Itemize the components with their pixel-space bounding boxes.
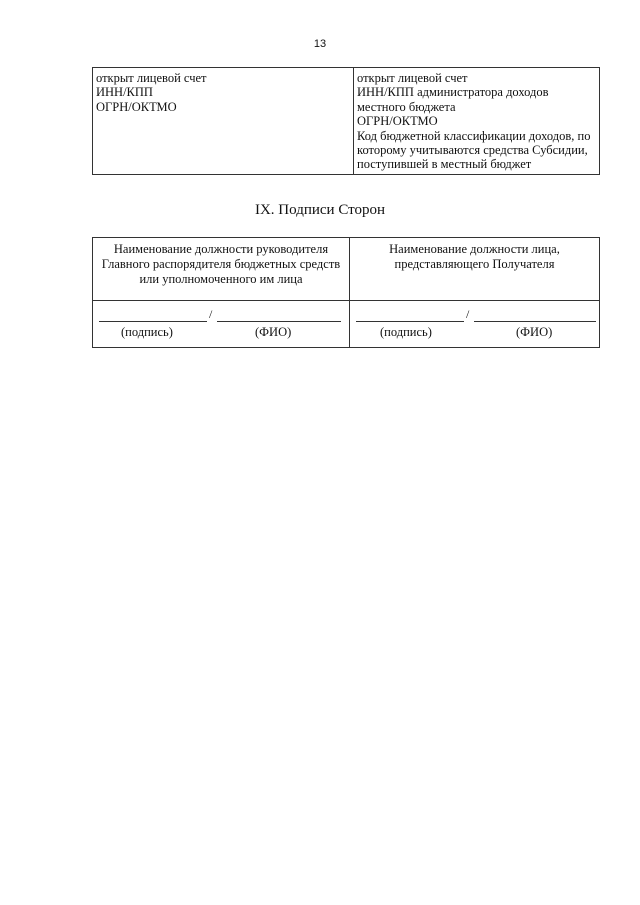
grantor-signature-cell [93, 301, 350, 348]
kbk-line: поступившей в местный бюджет [357, 157, 532, 172]
separator: / [466, 307, 470, 321]
recipient-signature-cell [350, 301, 600, 348]
table-row [93, 68, 600, 175]
header-line: представляющего Получателя [394, 257, 555, 271]
inn-kpp-line: ИНН/КПП администратора доходов [357, 85, 549, 100]
signature-line [356, 321, 464, 322]
ogrn-oktmo-line: ОГРН/ОКТМО [96, 99, 177, 114]
page-number: 13 [313, 38, 327, 50]
table-row [93, 301, 600, 348]
recipient-position-header [350, 238, 600, 301]
ogrn-oktmo-line: ОГРН/ОКТМО [357, 114, 438, 129]
signature-label: (подпись) [121, 325, 173, 339]
recipient-accounts-cell [354, 68, 600, 175]
name-label: (ФИО) [516, 325, 553, 339]
separator: / [209, 307, 213, 321]
account-line: открыт лицевой счет [96, 71, 207, 85]
signature-line [99, 321, 207, 322]
name-line [217, 321, 341, 322]
budget-line: местного бюджета [357, 99, 456, 114]
name-label: (ФИО) [255, 325, 292, 339]
header-line: или уполномоченного им лица [139, 272, 303, 286]
name-line [474, 321, 596, 322]
accounts-table [92, 67, 600, 175]
signature-label: (подпись) [380, 325, 432, 339]
signatures-table [92, 237, 600, 348]
table-row [93, 238, 600, 301]
grantor-position-header [93, 238, 350, 301]
grantor-accounts-cell [93, 68, 354, 175]
kbk-line: которому учитываются средства Субсидии, [357, 143, 588, 158]
account-line: открыт лицевой счет [357, 71, 468, 85]
inn-kpp-line: ИНН/КПП [96, 85, 153, 100]
kbk-line: Код бюджетной классификации доходов, по [357, 128, 591, 143]
header-line: Главного распорядителя бюджетных средств [101, 257, 341, 271]
header-line: Наименование должности руководителя [113, 242, 329, 256]
section-title: IX. Подписи Сторон [254, 202, 386, 218]
header-line: Наименование должности лица, [389, 242, 560, 256]
